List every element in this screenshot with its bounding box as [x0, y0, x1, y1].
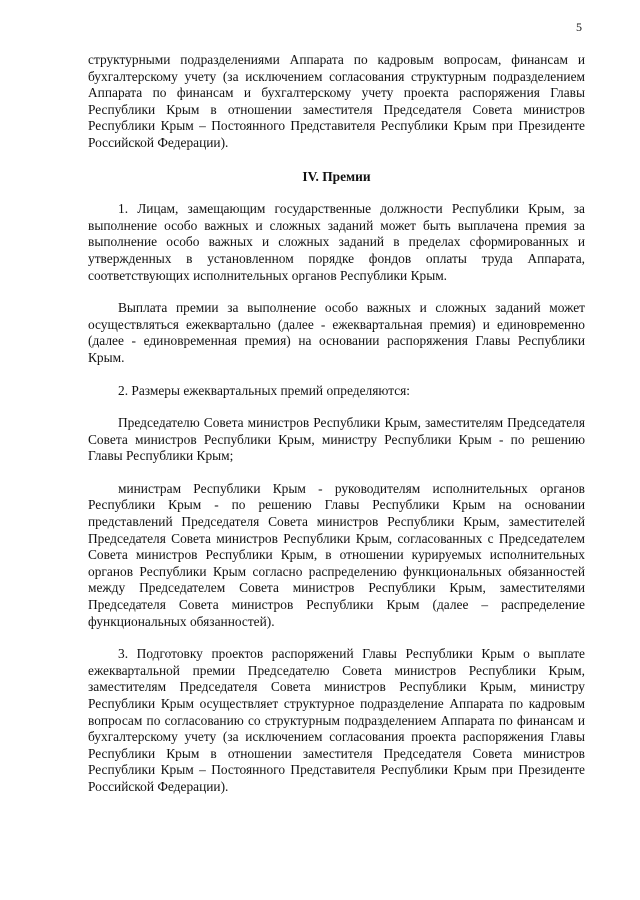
continuation-paragraph: структурными подразделениями Аппарата по кадровым вопросам, финансам и бухгалтерскому учету (за исключением согласования структурным подразделением Аппарата по финансам и бухгалтерскому учету проекта распоряжения Главы Республики Крым в отношении заместителя Председателя Совета министров Республики Крым – Постоянного Представителя Республики Крым при Президенте Российской Федерации). [88, 52, 585, 150]
page-number: 5 [576, 20, 582, 34]
paragraph-6: 3. Подготовку проектов распоряжений Главы Республики Крым о выплате ежеквартальной премии Председателю Совета министров Республики Крым, заместителям Председателя Совета министров Республики Крым, министру Республики Крым осуществляет структурное подразделение Аппарата по кадровым вопросам по согласованию со структурным подразделением Аппарата по финансам и бухгалтерскому учету (за исключением согласования проекта распоряжения Главы Республики Крым в отношении заместителя Председателя Совета министров Республики Крым – Постоянного Представителя Республики Крым при Президенте Российской Федерации). [88, 646, 585, 794]
paragraph-3: 2. Размеры ежеквартальных премий определяются: [118, 382, 411, 398]
paragraph-4: Председателю Совета министров Республики Крым, заместителям Председателя Совета министров Республики Крым, министру Республики Крым - по решению Главы Республики Крым; [88, 415, 585, 464]
section-title: IV. Премии [302, 168, 371, 184]
document-body [88, 52, 585, 796]
paragraph-2: Выплата премии за выполнение особо важных и сложных заданий может осуществляться ежеквартально (далее - ежеквартальная премия) и единовременно (далее - единовременная премия) на основании распоряжения Главы Республики Крым. [88, 300, 585, 365]
paragraph-1: 1. Лицам, замещающим государственные должности Республики Крым, за выполнение особо важных и сложных заданий может быть выплачена премия за выполнение особо важных и сложных заданий в пределах сформированных и утвержденных в установленном порядке фондов оплаты труда Аппарата, соответствующих исполнительных органов Республики Крым. [88, 201, 585, 283]
paragraph-5: министрам Республики Крым - руководителям исполнительных органов Республики Крым - по решению Главы Республики Крым на основании представлений Председателя Совета министров Республики Крым, заместителей Председателя Совета министров Республики Крым, согласованных с Председателем Совета министров Республики Крым, в отношении курируемых исполнительных органов Республики Крым согласно распределению функциональных обязанностей между Председателем Совета министров Республики Крым, заместителями Председателя Совета министров Республики Крым (далее – распределение функциональных обязанностей). [88, 480, 585, 629]
